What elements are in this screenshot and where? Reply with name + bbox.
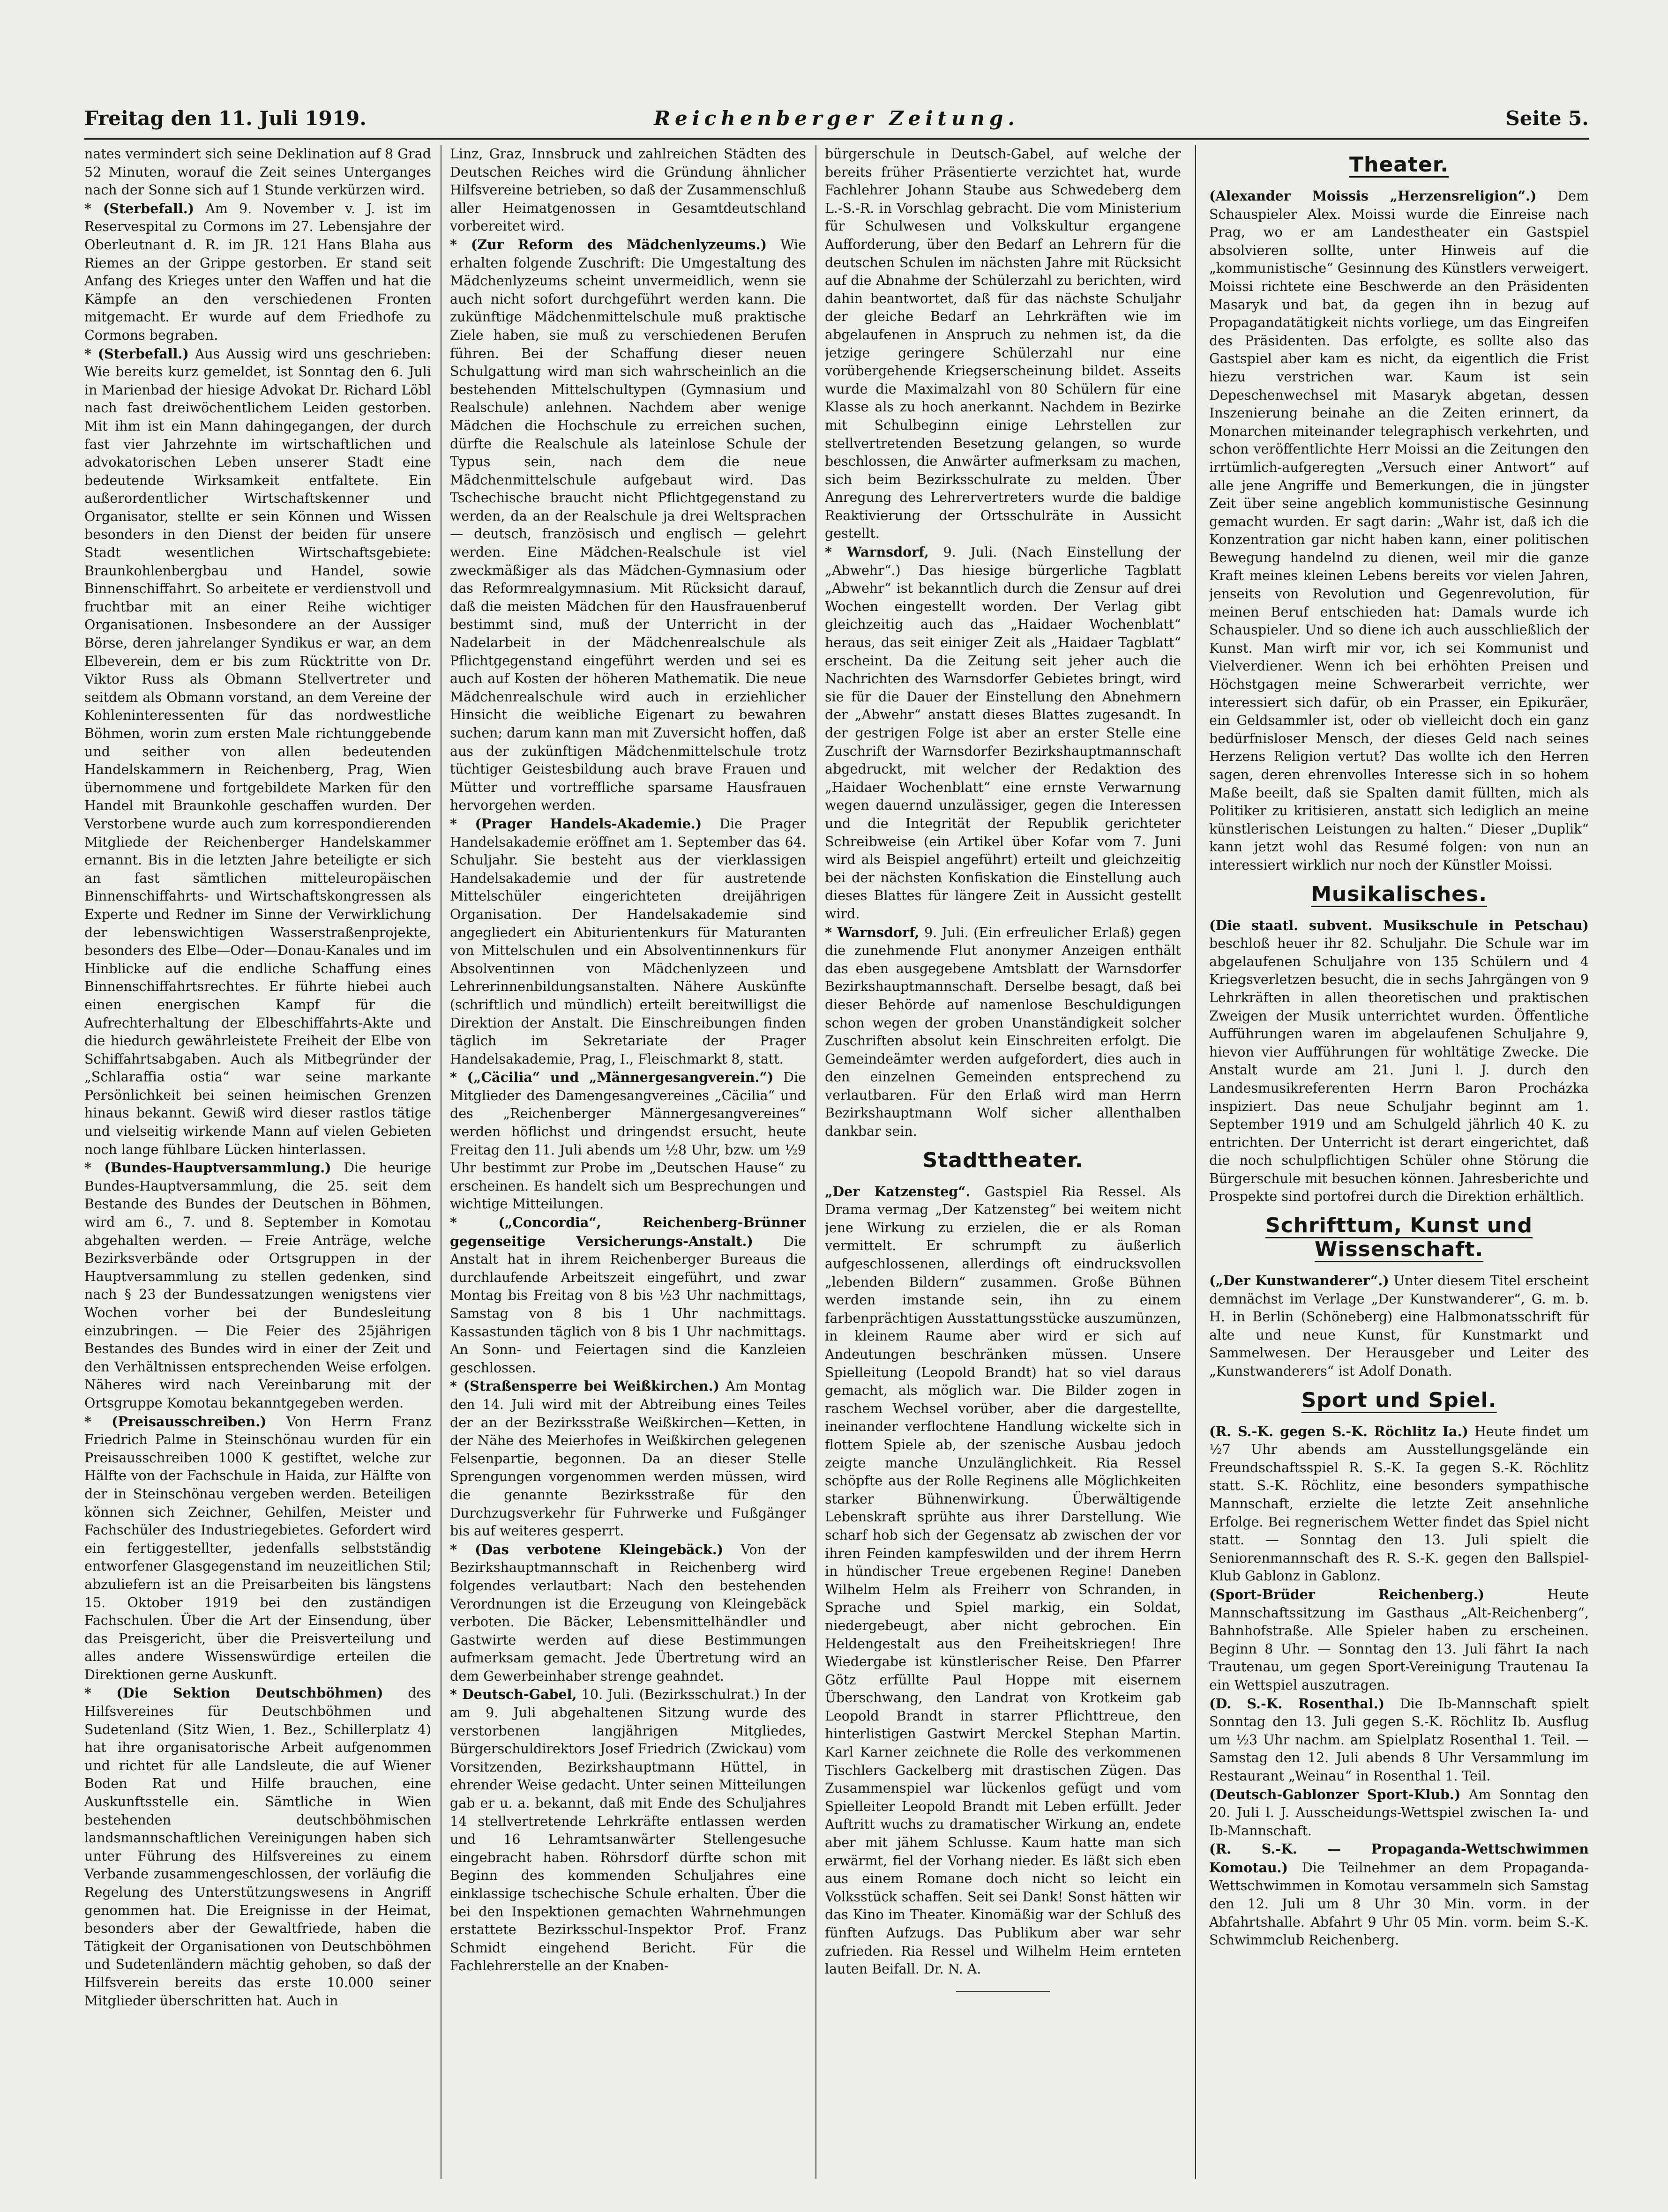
article-paragraph [1209,916,1589,1207]
article-heading: (Sport-Brüder Reichenberg.) [1209,1586,1485,1602]
article-paragraph [84,345,431,1159]
article-paragraph [825,924,1181,1141]
section-heading: Theater. [1349,153,1449,177]
article-end-rule [956,1991,1050,1992]
article-text: nates vermindert sich seine Deklination auf 8 Grad 52 Minuten, worauf die Zeit seines Unterganges nach der Sonne sich auf 1 Stunde verkürzen wird. [84,146,431,198]
article-heading: (D. S.-K. Rosenthal.) [1209,1695,1385,1712]
article-heading: (R. S.-K. gegen S.-K. Röchlitz Ia.) [1209,1423,1468,1439]
column-2 [450,145,806,2179]
column-1 [84,145,431,2179]
page-header [84,104,1589,140]
article-text: Die Prager Handelsakademie eröffnet am 1. September das 64. Schuljahr. Sie besteht aus der vierklassigen Handelsakademie und der für austretende Mittelschüler eingerichteten dreijährigen Organisation. Der Handelsakademie sind angegliedert ein Abiturientenkurs für Maturanten von Mittelschulen und ein Absolventinnenkurs für Absolventinnen von Mädchenlyzeen und Lehrerinnenbildungsanstalten. Nähere Auskünfte (schriftlich und mündlich) erteilt bereitwilligst die Direktion der Anstalt. Die Einschreibungen finden täglich im Sekretariate der Prager Handelsakademie, Prag, I., Fleischmarkt 8, statt. [450,816,806,1067]
article-text: Die Ib-Mannschaft spielt Sonntag den 13. Juli gegen S.-K. Röchlitz Ib. Ausflug um ½3 Uhr nachm. am Spielplatz Rosenthal 1. Teil. — Samstag den 12. Juli abends 8 Uhr Versammlung im Restaurant „Weinau“ in Rosenthal 1. Teil. [1209,1696,1589,1784]
article-paragraph [450,1541,806,1686]
article-text: Die Mitglieder des Damengesangvereines „Cäcilia“ und des „Reichenberger Männergesangvereines“ werden höflichst und dringendst ersucht, heute Freitag den 11. Juli abends um ½8 Uhr, bzw. um ½9 Uhr bestimmt zur Probe im „Deutschen Hause“ zu erscheinen. Es handelt sich um Besprechungen und wichtige Mitteilungen. [450,1070,806,1212]
article-paragraph [825,145,1181,543]
section-heading: Musikalisches. [1311,882,1487,906]
article-paragraph [84,1159,431,1412]
article-paragraph [450,1685,806,1975]
article-paragraph [450,1214,806,1377]
article-heading: „Der Katzensteg“. [825,1183,971,1199]
header-date: Freitag den 11. Juli 1919. [84,107,367,130]
article-text: Heute findet um ½7 Uhr abends am Ausstellungsgelände ein Freundschaftsspiel R. S.-K. Ia gegen S.-K. Röchlitz statt. S.-K. Röchlitz, eine besonders sympathische Mannschaft, erzielte die letzte Zeit ansehnliche Erfolge. Bei regnerischem Wetter findet das Spiel nicht statt. — Sonntag den 13. Juli spielt die Seniorenmannschaft des R. S.-K. gegen den Ballspiel-Klub Gablonz in Gablonz. [1209,1423,1589,1584]
article-heading: * („Cäcilia“ und „Männergesangverein.“) [450,1069,774,1086]
article-paragraph [84,1684,431,2010]
article-heading: * Warnsdorf, [825,544,929,560]
article-paragraph [825,1183,1181,1979]
article-text: beschloß heuer ihr 82. Schuljahr. Die Schule war im abgelaufenen Schuljahre von 135 Schülern und 4 Kriegsverletzen besucht, die in sechs Jahrgängen von 9 Lehrkräften in allen theoretischen und praktischen Zweigen der Musik unterrichtet wurden. Öffentliche Aufführungen waren im abgelaufenen Schuljahre 9, hievon vier Aufführungen für wohltätige Zwecke. Die Anstalt wurde am 21. Juni l. J. durch den Landesmusikreferenten Herrn Baron Procházka inspiziert. Das neue Schuljahr beginnt am 1. September 1919 und am Schulgeld jährlich 40 K. zu entrichten. Der Unterricht ist derart eingerichtet, daß die noch schulpflichtigen Schüler ohne Störung die Bürgerschule mit besuchen können. Jahresberichte und Prospekte sind portofrei durch die Direktion erhältlich. [1209,936,1589,1205]
column-3 [825,145,1181,2179]
header-page-number: Seite 5. [1505,107,1589,130]
article-paragraph [1209,1272,1589,1381]
article-text: Am 9. November v. J. ist im Reservespital zu Cormons im 27. Lebensjahre der Oberleutnant d. R. im JR. 121 Hans Blaha aus Riemes an der Grippe gestorben. Er stand seit Anfang des Krieges unter den Waffen und hat die Kämpfe an den verschiedenen Fronten mitgemacht. Er wurde auf dem Friedhofe zu Cormons begraben. [84,201,431,343]
article-paragraph [1209,1586,1589,1695]
article-text: Unter diesem Titel erscheint demnächst im Verlage „Der Kunstwanderer“, G. m. b. H. in Berlin (Schöneberg) eine Halbmonatsschrift für alte und neue Kunst, für Kunstmarkt und Sammelwesen. Der Herausgeber und Leiter des „Kunstwanderers“ ist Adolf Donath. [1209,1273,1589,1379]
article-paragraph [84,1413,431,1684]
article-heading: * („Concordia“, Reichenberg-Brünner gegenseitige Versicherungs-Anstalt.) [450,1214,806,1249]
article-text: Heute Mannschaftssitzung im Gasthaus „Alt-Reichenberg“, Bahnhofstraße. Alle Spieler haben zu erscheinen. Beginn 8 Uhr. — Sonntag den 13. Juli fährt Ia nach Trautenau, um gegen Sport-Vereinigung Trautenau Ia ein Wettspiel auszutragen. [1209,1586,1589,1693]
header-newspaper-title: Reichenberger Zeitung. [654,107,1019,130]
article-heading: * (Die Sektion Deutschböhmen) [84,1685,383,1701]
article-text: Gastspiel Ria Ressel. Als Drama vermag „Der Katzensteg“ bei weitem nicht jene Wirkung zu erzielen, die er als Roman vermittelt. Er schrumpft zu äußerlich aufgeschlossenen, allerdings oft eindrucksvollen „lebenden Bildern“ zusammen. Große Bühnen werden imstande sein, ihn zu einem farbenprächtigen Ausstattungsstücke auszumünzen, in kleinem Raume aber wird er sich auf Andeutungen beschränken müssen. Unsere Spielleitung (Leopold Brandt) hat so viel daraus gemacht, als möglich war. Die Bilder zogen in raschem Wechsel vorüber, aber die dargestellte, ineinander verflochtene Handlung wickelte sich in flottem Spiele ab, der szenische Ausbau jedoch zeigte manche Unzulänglichkeit. Ria Ressel schöpfte aus der Rolle Reginens alle Möglichkeiten starker Bühnenwirkung. Überwältigende Lebenskraft sprühte aus ihrer Darstellung. Wie scharf hob sich der Gegensatz ab zwischen der vor ihren Feinden kampfeswilden und der ihrem Herrn in hündischer Treue ergebenen Regine! Daneben Wilhelm Helm als Freiherr von Schranden, in Sprache und Spiel markig, ein Soldat, niedergebeugt, aber nicht gebrochen. Ein Heldengestalt aus den Freiheitskriegen! Ihre Wiedergabe ist künstlerischer Reise. Den Pfarrer Götz erfüllte Paul Hoppe mit eisernem Überschwang, den Landrat von Krotkeim gab Leopold Brandt in starrer Pflichttreue, den hinterlistigen Gastwirt Merckel Stephan Martin. Karl Karner zeichnete die Rolle des verkommenen Tischlers Gackelberg mit drastischen Zügen. Das Zusammenspiel war lückenlos gefügt und vom Spielleiter Leopold Brandt mit Leben erfüllt. Jeder Auftritt wuchs zu dramatischer Wirkung an, endete aber mit jähem Schlusse. Kaum hatte man sich erwärmt, fiel der Vorhang nieder. Es läßt sich eben aus einem Romane doch nicht so leicht ein Volksstück schaffen. Seit sei Dank! Sonst hätten wir das Kino im Theater. Kinomäßig war der Schluß des fünften Aufzugs. Das Publikum aber war sehr zufrieden. Ria Ressel und Wilhelm Heim ernteten lauten Beifall. Dr. N. A. [825,1184,1181,1977]
article-heading: * (Sterbefall.) [84,200,194,216]
article-heading: * (Bundes-Hauptversammlung.) [84,1160,331,1176]
article-text: Von Herrn Franz Friedrich Palme in Steinschönau wurden für ein Preisausschreiben 1000 K gestiftet, welche zur Hälfte von der Fachschule in Haida, zur Hälfte von der in Steinschönau vergeben werden. Beteiligen können sich Zeichner, Gehilfen, Meister und Fachschüler des Industriegebietes. Gefordert wird ein fertiggestellter, jedenfalls selbstständig entworfener Glasgegenstand im neuzeitlichen Stil; abzuliefern ist an die Preisarbeiten bis längstens 15. Oktober 1919 bei den zuständigen Fachschulen. Über die Art der Einsendung, über das Preisgericht, über die Preisverteilung und alles andere Wissenswürdige erteilen die Direktionen gerne Auskunft. [84,1414,431,1683]
article-text: 9. Juli. (Ein erfreulicher Erlaß) gegen die zunehmende Flut anonymer Anzeigen enthält das eben ausgegebene Amtsblatt der Warnsdorfer Bezirkshauptmannschaft. Derselbe besagt, daß bei dieser Behörde auf namenlose Beschuldigungen schon wegen der groben Unanständigkeit solcher Zuschriften absolut kein Einschreiten erfolgt. Die Gemeindeämter werden aufgefordert, dies auch in den einzelnen Gemeinden entsprechend zu verlautbaren. Für den Erlaß wird man Herrn Bezirkshauptmann Wolf sicher allenthalben dankbar sein. [825,924,1181,1140]
article-paragraph [84,145,431,200]
column-4 [1209,145,1589,2179]
article-heading: * (Das verbotene Kleingebäck.) [450,1541,724,1557]
article-paragraph [1209,1423,1589,1586]
article-heading: (R. S.-K. — Propaganda-Wettschwimmen Komotau.) [1209,1841,1589,1876]
article-heading: * (Sterbefall.) [84,345,189,362]
article-paragraph [825,543,1181,923]
article-text: Am Montag den 14. Juli wird mit der Abtreibung eines Teiles der an der Bezirksstraße Weißkirchen—Ketten, in der Nähe des Meierhofes in Weißkirchen gelegenen Felsenpartie, begonnen. Da an dieser Stelle Sprengungen vorgenommen werden müssen, wird die genannte Bezirksstraße für den Durchzugsverkehr für Fuhrwerke und Fußgänger bis auf weiteres gesperrt. [450,1378,806,1539]
article-heading: („Der Kunstwanderer“.) [1209,1273,1389,1289]
article-heading: (Die staatl. subvent. Musikschule in Petschau) [1209,917,1589,933]
article-text: Linz, Graz, Innsbruck und zahlreichen Städten des Deutschen Reiches wird die Gründung ähnlicher Hilfsvereine betrieben, so daß der Zusammenschluß aller Heimatgenossen in Gesamtdeutschland vorbereitet wird. [450,146,806,234]
article-text: Die Teilnehmer an dem Propaganda-Wettschwimmen in Komotau versammeln sich Samstag den 12. Juli um 8 Uhr 30 Min. vorm. in der Abfahrtshalle. Abfahrt 9 Uhr 05 Min. vorm. beim S.-K. Schwimmclub Reichenberg. [1209,1860,1589,1948]
article-heading: (Alexander Moissis „Herzensreligion“.) [1209,188,1537,204]
article-paragraph [1209,1695,1589,1786]
article-text: 10. Juli. (Bezirksschulrat.) In der am 9. Juli abgehaltenen Sitzung wurde des verstorbenen langjährigen Mitgliedes, Bürgerschuldirektors Josef Friedrich (Zwickau) vom Vorsitzenden, Bezirkshauptmann Hüttel, in ehrender Weise gedacht. Unter seinen Mitteilungen gab er u. a. bekannt, daß mit Ende des Schuljahres 14 stellvertretende Lehrkräfte entlassen werden und 16 Lehramtsanwärter Stellengesuche eingebracht haben. Röhrsdorf dürfte schon mit Beginn des kommenden Schuljahres eine einklassige tschechische Schule erhalten. Über die bei den Inspektionen gemachten Wahrnehmungen erstattete Bezirksschul-Inspektor Prof. Franz Schmidt eingehend Bericht. Für die Fachlehrerstelle an der Knaben- [450,1687,806,1974]
article-heading: * (Preisausschreiben.) [84,1413,267,1430]
article-heading: (Deutsch-Gablonzer Sport-Klub.) [1209,1786,1461,1802]
section-heading: Stadttheater. [922,1148,1084,1172]
article-heading: * Deutsch-Gabel, [450,1686,577,1703]
article-text: Von der Bezirkshauptmannschaft in Reichenberg wird folgendes verlautbart: Nach den bestehenden Verordnungen ist die Erzeugung von Kleingebäck verboten. Die Bäcker, Lebensmittelhändler und Gastwirte werden auf diese Bestimmungen aufmerksam gemacht. Jede Übertretung wird an dem Gewerbeinhaber strenge geahndet. [450,1542,806,1684]
article-text: Am Sonntag den 20. Juli l. J. Ausscheidungs-Wettspiel zwischen Ia- und Ib-Mannschaft. [1209,1787,1589,1839]
article-text: Die Anstalt hat in ihrem Reichenberger Bureaus die durchlaufende Arbeitszeit eingeführt, und zwar Montag bis Freitag von 8 bis ½3 Uhr nachmittags, Samstag von 8 bis 1 Uhr nachmittags. Kassastunden täglich von 8 bis 1 Uhr nachmittags. An Sonn- und Feiertagen sind die Kanzleien geschlossen. [450,1233,806,1376]
article-paragraph [450,1377,806,1540]
column-divider [815,145,816,2179]
section-heading: Schrifttum, Kunst und Wissenschaft. [1265,1214,1533,1262]
article-paragraph [450,815,806,1068]
article-heading: * (Prager Handels-Akademie.) [450,815,702,832]
article-text: Dem Schauspieler Alex. Moissi wurde die Einreise nach Prag, wo er am Landestheater ein Gastspiel absolvieren sollte, unter Hinweis auf die „kommunistische“ Gesinnung des Künstlers verweigert. Moissi richtete eine Beschwerde an den Präsidenten Masaryk und bat, da gegen ihn in bezug auf Propagandatätigkeit nichts vorliege, um das Eingreifen des Präsidenten. Das erfolgte, es sollte also das Gastspiel aber kam es nicht, da eigentlich die Frist hiezu verstrichen war. Kaum ist sein Depeschenwechsel mit Masaryk abgetan, dessen Inszenierung beinahe an die Zeiten erinnert, da Monarchen miteinander telegraphisch verkehrten, und schon veröffentlichte Herr Moissi an die Zeitungen den irrtümlich-aufgeregten „Versuch einer Antwort“ auf alle jene Angriffe und Bemerkungen, die in jüngster Zeit über seine angeblich kommunistische Gesinnung gemacht wurden. Er sagt darin: „Wahr ist, daß ich die Konzentration gar nicht haben kann, einer politischen Bewegung handelnd zu dienen, weil mir die ganze Kraft meines kleinen Lebens bereits vor vielen Jahren, jenseits von Revolution und Gegenrevolution, für meinen Beruf entschieden hat: Damals wurde ich Schauspieler. Und so diene ich auch ausschließlich der Kunst. Man wirft mir vor, ich sei Kommunist und Vielverdiener. Wenn ich bei erhöhten Preisen und Höchstgagen meine Schwerarbeit verrichte, wer interessiert sich dafür, ob ein Prasser, ein Epikuräer, ein Geldsammler ist, oder ob vielleicht doch ein ganz bedürfnisloser Mensch, der dieses Geld nach seines Herzens Religion vertut? Das wollte ich den Herren sagen, deren ehrenvolles Interesse sich in so hohem Maße beeilt, daß sie Spalten damit füllten, mich als Politiker zu kritisieren, anstatt sich lediglich an meine künstlerischen Leistungen zu halten.“ Dieser „Duplik“ kann jetzt wohl das Resumé folgen: von nun an interessiert wirklich nur noch der Künstler Moissi. [1209,188,1589,873]
article-paragraph [450,236,806,815]
article-text: Die heurige Bundes-Hauptversammlung, die 25. seit dem Bestande des Bundes der Deutschen in Böhmen, wird am 6., 7. und 8. September in Komotau abgehalten werden. — Freie Anträge, welche Bezirksverbände oder Ortsgruppen in der Hauptversammlung zu stellen gedenken, sind nach § 23 der Bundessatzungen wenigstens vier Wochen vorher bei der Bundesleitung einzubringen. — Die Feier des 25jährigen Bestandes des Bundes wird in einer der Zeit und den Verhältnissen entsprechenden Weise erfolgen. Näheres wird nach Vereinbarung mit der Ortsgruppe Komotau bekanntgegeben werden. [84,1160,431,1411]
article-heading: * (Zur Reform des Mädchenlyzeums.) [450,236,767,253]
article-text: bürgerschule in Deutsch-Gabel, auf welche der bereits früher Präsentierte verzichtet hat, wurde Fachlehrer Johann Staube aus Schwedeberg dem L.-S.-R. in Vorschlag gebracht. Die vom Ministerium für Schulwesen und Volkskultur ergangene Aufforderung, über den Bedarf an Lehrern für die deutschen Schulen im nächsten Jahre mit Rücksicht auf die Abnahme der Schülerzahl zu berichten, wird dahin beantwortet, daß für das nächste Schuljahr der gleiche Bedarf an Lehrkräften wie im abgelaufenen in Anspruch zu nehmen ist, da die jetzige geringere Schülerzahl nur eine vorübergehende Kriegserscheinung bildet. Asseits wurde die Maximalzahl von 80 Schülern für eine Klasse als zu hoch anerkannt. Nachdem in Bezirke mit Schulbeginn einige Lehrstellen zur stellvertretenden Besetzung gelangen, so wurde beschlossen, die Anwärter aufmerksam zu machen, sich beim Bezirksschulrate zu melden. Über Anregung des Lehrervertreters wurde die baldige Reaktivierung der Ortsschulräte in Aussicht gestellt. [825,146,1181,542]
article-paragraph [1209,187,1589,875]
article-text: des Hilfsvereines für Deutschböhmen und Sudetenland (Sitz Wien, 1. Bez., Schillerplatz 4) hat ihre organisatorische Arbeit aufgenommen und richtet für alle Landsleute, die auf Wiener Boden Rat und Hilfe brauchen, eine Auskunftsstelle ein. Sämtliche in Wien bestehenden deutschböhmischen landsmannschaftlichen Vereinigungen haben sich unter Führung des Hilfsvereines zu einem Verbande zusammengeschlossen, der vorläufig die Regelung des Unterstützungswesens in Angriff genommen hat. Die Ereignisse in der Heimat, besonders aber der Gewaltfriede, haben die Tätigkeit der Organisationen von Deutschböhmen und Sudetenländern mächtig gehoben, so daß der Hilfsverein bereits das erste 10.000 seiner Mitglieder überschritten hat. Auch in [84,1685,431,2009]
article-text: 9. Juli. (Nach Einstellung der „Abwehr“.) Das hiesige bürgerliche Tagblatt „Abwehr“ ist bekanntlich durch die Zensur auf drei Wochen eingestellt worden. Der Verlag gibt gleichzeitig auch das „Haidaer Wochenblatt“ heraus, das seit einiger Zeit als „Haidaer Tagblatt“ erscheint. Da die Zeitung seit jeher auch die Nachrichten des Warnsdorfer Gebietes bringt, wird sie für die Dauer der Einstellung den Abnehmern der „Abwehr“ anstatt dieses Blattes zugesandt. In der gestrigen Folge ist aber an erster Stelle eine Zuschrift der Warnsdorfer Bezirkshauptmannschaft abgedruckt, mit welcher der Redaktion des „Haidaer Wochenblatt“ eine ernste Verwarnung wegen dauernd unzulässiger, gegen die Interessen und die Integrität der Republik gerichteter Schreibweise (ein Artikel über Kofar vom 7. Juni wird als Beispiel angeführt) erteilt und gleichzeitig bei der nächsten Konfiskation die Einstellung auch dieses Blattes für längere Zeit in Aussicht gestellt wird. [825,544,1181,922]
article-paragraph [1209,1786,1589,1840]
article-text: Wie erhalten folgende Zuschrift: Die Umgestaltung des Mädchenlyzeums scheint unvermeidlich, wenn sie auch nicht sofort durchgeführt werden kann. Die zukünftige Mädchenmittelschule muß praktische Ziele haben, sie muß zu verschiedenen Berufen führen. Bei der Schaffung dieser neuen Schulgattung wird man sich wahrscheinlich an die bestehenden Mittelschultypen (Gymnasium und Realschule) anlehnen. Nachdem aber wenige Mädchen die Hochschule zu erreichen suchen, dürfte die Realschule als lateinlose Schule der Typus sein, nach dem die neue Mädchenmittelschule aufgebaut wird. Das Tschechische braucht nicht Pflichtgegenstand zu werden, da an der Realschule ja drei Weltsprachen — deutsch, französisch und englisch — gelehrt werden. Eine Mädchen-Realschule ist viel zweckmäßiger als das Mädchen-Gymnasium oder das Reformrealgymnasium. Mit Rücksicht darauf, daß die meisten Mädchen für den Hausfrauenberuf bestimmt sind, muß der Unterricht in der Nadelarbeit in der Mädchenrealschule als Pflichtgegenstand eingeführt werden und sei es auch auf Kosten der höheren Mathematik. Die neue Mädchenrealschule wird auch in erziehlicher Hinsicht die weibliche Eigenart zu bewahren suchen; darum kann man mit Zuversicht hoffen, daß aus der zukünftigen Mädchenmittelschule trotz tüchtiger Geistesbildung auch brave Frauen und Mütter und vortreffliche sparsame Hausfrauen hervorgehen werden. [450,237,806,813]
section-heading: Sport und Spiel. [1301,1388,1497,1412]
article-paragraph [84,200,431,345]
article-heading: * Warnsdorf, [825,924,920,940]
article-heading: * (Straßensperre bei Weißkirchen.) [450,1378,720,1394]
article-paragraph [1209,1840,1589,1950]
column-divider [1195,145,1196,2179]
article-paragraph [450,145,806,236]
article-text: Aus Aussig wird uns geschrieben: Wie bereits kurz gemeldet, ist Sonntag den 6. Juli in Marienbad der hiesige Advokat Dr. Richard Löbl nach fast dreiwöchentlichem Leiden gestorben. Mit ihm ist ein Mann dahingegangen, der durch fast vier Jahrzehnte im wirtschaftlichen und advokatorischen Leben unserer Stadt eine bedeutende Wirksamkeit entfaltete. Ein außerordentlicher Wirtschaftskenner und Organisator, stellte er sein Können und Wissen besonders in den Dienst der beiden für unsere Stadt wesentlichen Wirtschaftsgebiete: Braunkohlenbergbau und Handel, sowie Binnenschiffahrt. So arbeitete er verdienstvoll und fruchtbar mit an einer Reihe wichtiger Organisationen. Insbesondere an der Aussiger Börse, deren jahrelanger Syndikus er war, an dem Elbeverein, dem er bis zum Rücktritte von Dr. Viktor Russ als Obmann Stellvertreter und seitdem als Obmann vorstand, an dem Vereine der Kohleninteressenten für das nordwestliche Böhmen, worin zum ersten Male richtunggebende und seither von allen bedeutenden Handelskammern in Reichenberg, Prag, Wien übernommene und fortgebildete Marken für den Handel mit Braunkohle geschaffen wurden. Der Verstorbene wurde auch zum korrespondierenden Mitgliede der Reichenberger Handelskammer ernannt. Bis in die letzten Jahre beteiligte er sich an fast sämtlichen mitteleuropäischen Binnenschiffahrts- und Wirtschaftskongressen als Experte und Redner im Sinne der Verwirklichung der lebenswichtigen Wasserstraßenprojekte, besonders des Elbe—Oder—Donau-Kanales und im Hinblicke auf die endliche Schaffung eines Binnenschiffahrtsrechtes. Er führte hiebei auch einen energischen Kampf für die Aufrechterhaltung der Elbeschiffahrts-Akte und die hiedurch gewährleistete Freiheit der Elbe von Schiffahrtsabgaben. Auch als Mitbegründer der „Schlaraffia ostia“ war seine markante Persönlichkeit bei seinen heimischen Grenzen hinaus bekannt. Gewiß wird dieser rastlos tätige und vielseitig wirkende Mann auf vielen Gebieten noch lange fühlbare Lücken hinterlassen. [84,346,431,1157]
article-paragraph [450,1068,806,1214]
